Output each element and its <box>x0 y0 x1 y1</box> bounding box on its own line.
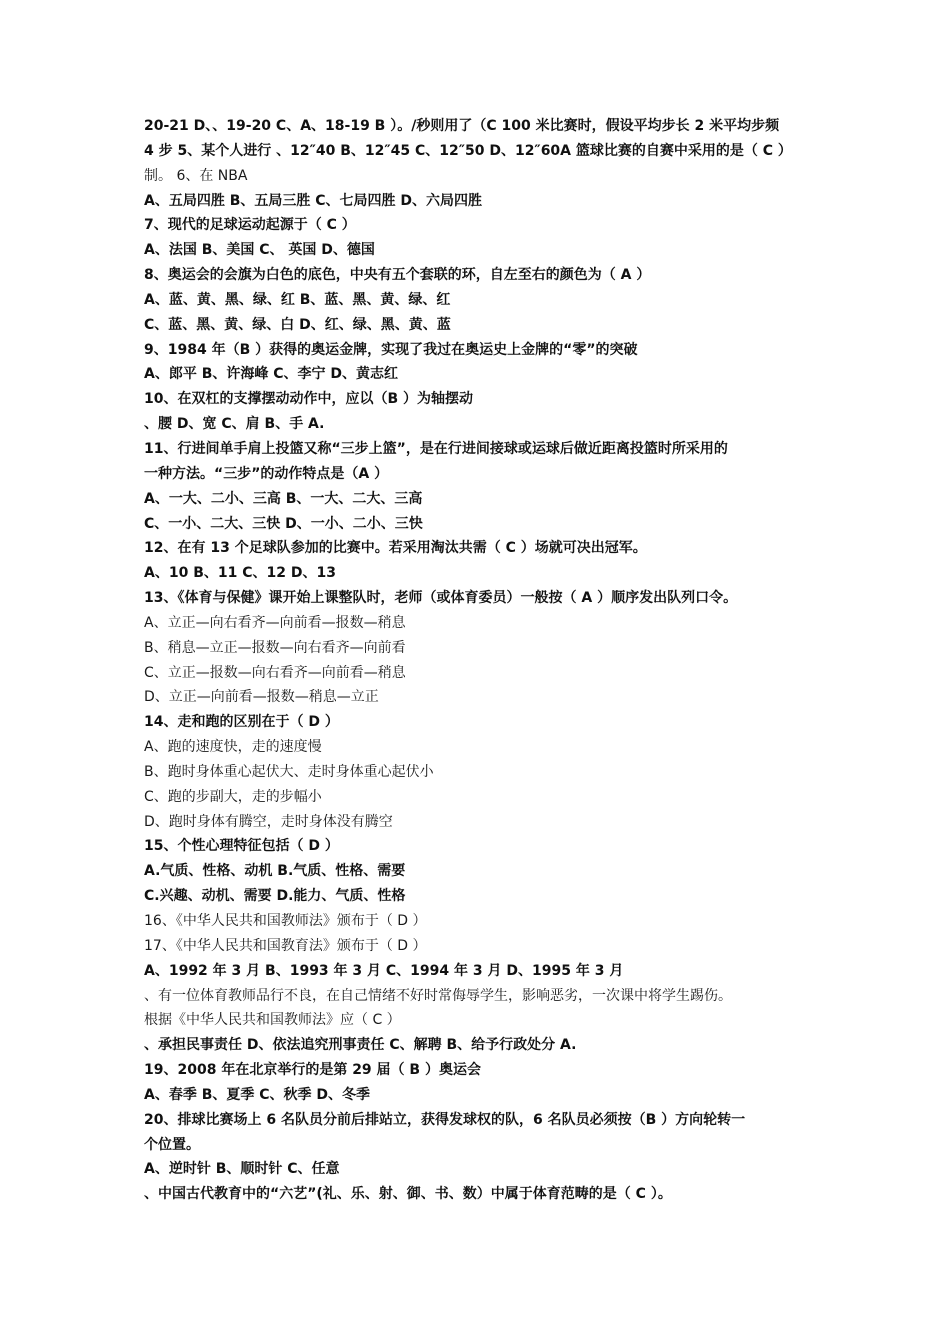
text-line: A、跑的速度快，走的速度慢 <box>144 739 322 756</box>
text-line: C、一小、二大、三快 D、一小、二小、三快 <box>144 515 423 532</box>
text-line: 20、排球比赛场上 6 名队员分前后排站立，获得发球权的队，6 名队员必须按（B ）方向轮转一 <box>144 1111 746 1128</box>
text-line: A、五局四胜 B、五局三胜 C、七局四胜 D、六局四胜 <box>144 192 483 209</box>
text-line: 14、走和跑的区别在于（ D ） <box>144 714 339 731</box>
text-line: 、有一位体育教师品行不良，在自己情绪不好时常侮辱学生，影响恶劣，一次课中将学生踢伤。 <box>144 987 732 1004</box>
text-line: 19、2008 年在北京举行的是第 29 届（ B ）奥运会 <box>144 1062 481 1079</box>
text-line: A.气质、性格、动机 B.气质、性格、需要 <box>144 863 406 880</box>
text-line: 17、《中华人民共和国教育法》颁布于（ D ） <box>144 937 427 954</box>
text-line: B、跑时身体重心起伏大、走时身体重心起伏小 <box>144 763 434 780</box>
text-line: 一种方法。“三步”的动作特点是（A ） <box>144 465 389 482</box>
text-line: C、跑的步副大，走的步幅小 <box>144 788 322 805</box>
text-line: B、稍息—立正—报数—向右看齐—向前看 <box>144 639 406 656</box>
text-line: A、立正—向右看齐—向前看—报数—稍息 <box>144 614 406 631</box>
text-line: A、1992 年 3 月 B、1993 年 3 月 C、1994 年 3 月 D、1995 年 3 月 <box>144 962 624 979</box>
text-line: A、蓝、黄、黑、绿、红 B、蓝、黑、黄、绿、红 <box>144 291 451 308</box>
text-line: 、腰 D、宽 C、肩 B、手 A. <box>144 416 325 433</box>
text-line: D、立正—向前看—报数—稍息—立正 <box>144 689 379 706</box>
text-line: 10、在双杠的支撑摆动动作中，应以（B ）为轴摆动 <box>144 391 474 408</box>
text-line: 15、个性心理特征包括（ D ） <box>144 838 339 855</box>
text-line: 13、《体育与保健》课开始上课整队时，老师（或体育委员）一般按（ A ）顺序发出队列口令。 <box>144 590 738 607</box>
text-line: D、跑时身体有腾空，走时身体没有腾空 <box>144 813 393 830</box>
text-line: 、承担民事责任 D、依法追究刑事责任 C、解聘 B、给予行政处分 A. <box>144 1037 577 1054</box>
document-body <box>144 114 814 1207</box>
text-line: A、法国 B、美国 C、 英国 D、德国 <box>144 242 375 259</box>
text-line: 根据《中华人民共和国教师法》应（ C ） <box>144 1012 401 1029</box>
text-line: 个位置。 <box>144 1136 200 1153</box>
text-line: 4 步 5、某个人进行 、12″40 B、12″45 C、12″50 D、12″60A 篮球比赛的自赛中采用的是（ C ） <box>144 142 792 159</box>
text-line: C、立正—报数—向右看齐—向前看—稍息 <box>144 664 406 681</box>
text-line: 9、1984 年（B ）获得的奥运金牌，实现了我过在奥运史上金牌的“零”的突破 <box>144 341 638 358</box>
text-line: 20-21 D、、19-20 C、A、18-19 B ）。/秒则用了（C 100 米比赛时，假设平均步长 2 米平均步频 <box>144 118 780 134</box>
text-line: 11、行进间单手肩上投篮又称“三步上篮”，是在行进间接球或运球后做近距离投篮时所采用的 <box>144 440 728 457</box>
text-line: 8、奥运会的会旗为白色的底色，中央有五个套联的环，自左至右的颜色为（ A ） <box>144 267 651 284</box>
text-line: A、春季 B、夏季 C、秋季 D、冬季 <box>144 1086 371 1103</box>
text-line: A、10 B、11 C、12 D、13 <box>144 565 336 582</box>
text-line: C.兴趣、动机、需要 D.能力、气质、性格 <box>144 888 406 905</box>
text-line: A、郎平 B、许海峰 C、李宁 D、黄志红 <box>144 366 399 383</box>
text-line: 12、在有 13 个足球队参加的比赛中。若采用淘汰共需（ C ）场就可决出冠军。 <box>144 540 647 557</box>
text-line: 制。 6、在 NBA <box>144 167 248 184</box>
text-line: 7、现代的足球运动起源于（ C ） <box>144 217 356 234</box>
text-line: C、蓝、黑、黄、绿、白 D、红、绿、黑、黄、蓝 <box>144 316 451 333</box>
text-line: 16、《中华人民共和国教师法》颁布于（ D ） <box>144 913 427 929</box>
text-line: 、中国古代教育中的“六艺”(礼、乐、射、御、书、数）中属于体育范畴的是（ C ）。 <box>144 1186 672 1203</box>
text-line: A、逆时针 B、顺时针 C、任意 <box>144 1161 340 1178</box>
text-line: A、一大、二小、三高 B、一大、二大、三高 <box>144 490 423 507</box>
